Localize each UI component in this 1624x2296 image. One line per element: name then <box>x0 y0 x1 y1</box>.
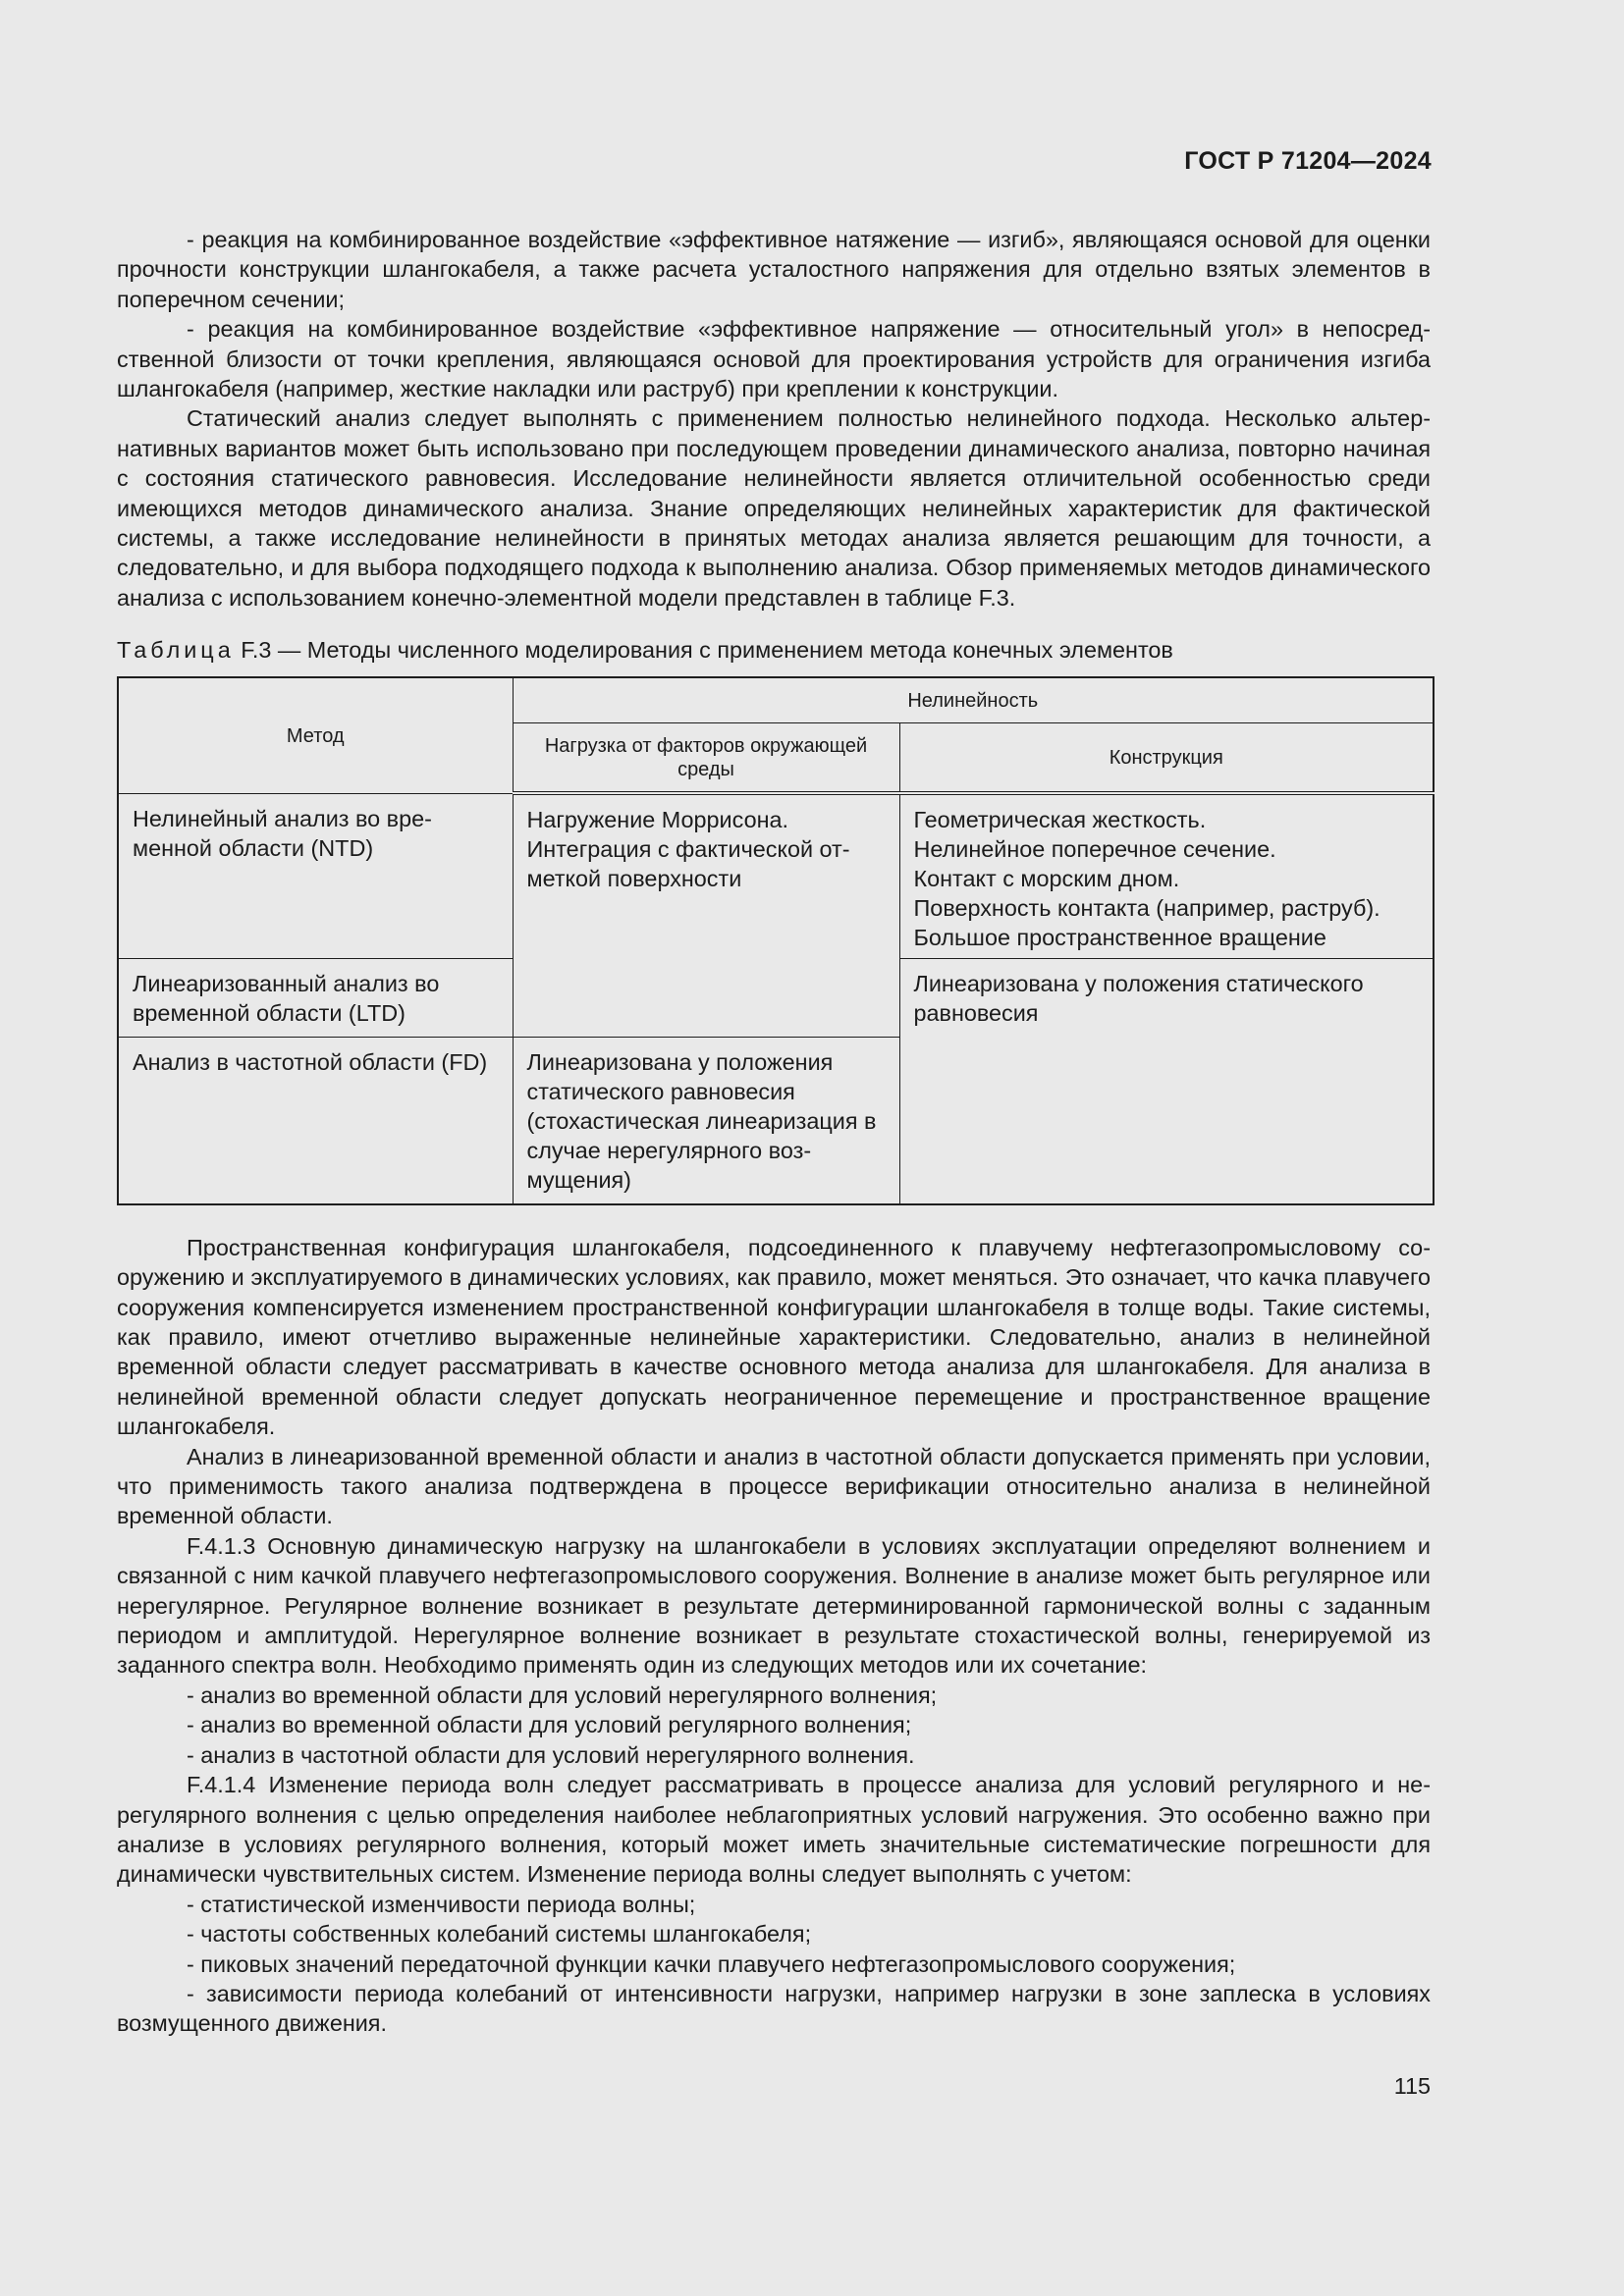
document-number-header: ГОСТ Р 71204—2024 <box>1184 147 1432 175</box>
construction-line: Геометрическая жесткость. <box>913 807 1207 833</box>
bullet-paragraph: - реакция на комбинированное воздействие «эффективное напряжение — относительный угол» в непосредственной близости от точки крепления, являющаяся основой для проектирования устройств для ограничения изгиба шлангокабеля (например, жесткие накладки или раструб) при креплении к конструкции. <box>117 316 1431 402</box>
post-table-text <box>117 1233 1431 2039</box>
paragraph: Анализ в линеаризованной временной области и анализ в частотной области допускается применять при условии, что применимость такого анализа подтверждена в процессе верификации относительно анализа в нелинейной временной области. <box>117 1443 1431 1529</box>
page-number: 115 <box>1393 2073 1431 2099</box>
bullet-paragraph: - реакция на комбинированное воздействие «эффективное натяжение — изгиб», являющаяся основой для оценки прочности конструкции шлангокабеля, а также расчета усталостного напряжения для отдельно взятых элементов в поперечном сечении; <box>117 227 1431 312</box>
construction-line: Поверхность контакта (например, раструб). <box>913 895 1380 922</box>
header-method: Метод <box>118 677 513 793</box>
list-item: - анализ во временной области для условий нерегулярного волнения; <box>187 1682 938 1708</box>
list-item: - пиковых значений передаточной функции качки плавучего нефтегазопромыслового сооружения; <box>187 1950 1236 1977</box>
cell-env-load-fd: Линеаризована у положения статического равновесия (стохастическая линеаризация в случае нерегулярного возмущения) <box>513 1038 899 1204</box>
cell-method-fd: Анализ в частотной области (FD) <box>118 1038 513 1204</box>
paragraph: Статический анализ следует выполнять с применением полностью нелинейного подхода. Несколько альтернативных вариантов может быть использовано при последующем проведении динамического анализа, повторно начиная с состояния статического равновесия. Исследование нелинейности является отличительной особенностью среди имеющихся методов динамического анализа. Знание определяющих нелинейных характеристик для фактической системы, а также исследование нелинейности в принятых методах анализа является решающим для точности, а следовательно, и для выбора подходящего подхода к выполнению анализа. Обзор применяемых методов динамического анализа с использованием конечно-элементной модели представлен в таблице F.3. <box>117 405 1431 611</box>
paragraph: F.4.1.3 Основную динамическую нагрузку на шлангокабели в условиях эксплуатации определяют волнением и связанной с ним качкой плавучего нефтегазопромыслового сооружения. Волнение в анализе может быть регулярное или нерегулярное. Регулярное волнение возникает в результате детерминированной гармонической волны с заданным периодом и амплитудой. Нерегулярное волнение возникает в результате стохастической волны, генерируемой из заданного спектра волн. Необходимо применять один из следующих методов или их сочетание: <box>117 1532 1431 1679</box>
cell-env-load-ntd-ltd: Нагружение Моррисона. Интеграция с фактической отметкой поверхности <box>513 793 899 1038</box>
page-content <box>117 225 1431 2039</box>
paragraph: Пространственная конфигурация шлангокабеля, подсоединенного к плавучему нефтегазопромысловому сооружению и эксплуатируемого в динамических условиях, как правило, может меняться. Это означает, что качка плавучего сооружения компенсируется изменением пространственной конфигурации шлангокабеля в толще воды. Такие системы, как правило, имеют отчетливо выраженные нелинейные характеристики. Следовательно, анализ в нелинейной временной области следует рассматривать в качестве основного метода анализа для шлангокабеля. Для анализа в нелинейной временной области следует допускать неограниченное перемещение и пространственное вращение шлангокабеля. <box>117 1234 1431 1440</box>
table-caption-label: Таблица <box>117 637 235 664</box>
header-nonlinearity: Нелинейность <box>513 677 1434 722</box>
list-item: - частоты собственных колебаний системы шлангокабеля; <box>187 1921 812 1948</box>
header-env-load: Нагрузка от факторов окружающей среды <box>513 722 899 793</box>
paragraph: F.4.1.4 Изменение периода волн следует рассматривать в процессе анализа для условий регулярного и нерегулярного волнения с целью определения наиболее неблагоприятных условий нагружения. Это особенно важно при анализе в условиях регулярного волнения, который может иметь значительные систематические погрешности для динамически чувствительных систем. Изменение периода волны следует выполнять с учетом: <box>117 1772 1431 1888</box>
table-caption <box>117 635 1431 665</box>
cell-method-ltd: Линеаризованный анализ во временной области (LTD) <box>118 959 513 1038</box>
table-caption-text: F.3 — Методы численного моделирования с применением метода конечных элементов <box>241 637 1173 664</box>
list-item: - статистической изменчивости периода волны; <box>187 1891 696 1917</box>
cell-method-ntd: Нелинейный анализ во временной области (NTD) <box>118 793 513 959</box>
construction-line: Контакт с морским дном. <box>913 866 1180 892</box>
cell-construction-ltd-fd: Линеаризована у положения статического равновесия <box>899 959 1434 1204</box>
list-item: - анализ во временной области для условий регулярного волнения; <box>187 1712 912 1738</box>
cell-construction-ntd <box>899 793 1434 959</box>
methods-table <box>117 676 1435 1205</box>
header-construction: Конструкция <box>899 722 1434 793</box>
construction-line: Нелинейное поперечное сечение. <box>913 836 1276 863</box>
construction-line: Большое пространственное вращение <box>913 925 1326 951</box>
list-item: - анализ в частотной области для условий нерегулярного волнения. <box>187 1741 915 1768</box>
list-item: - зависимости периода колебаний от интенсивности нагрузки, например нагрузки в зоне заплеска в условиях возмущенного движения. <box>117 1980 1431 2037</box>
